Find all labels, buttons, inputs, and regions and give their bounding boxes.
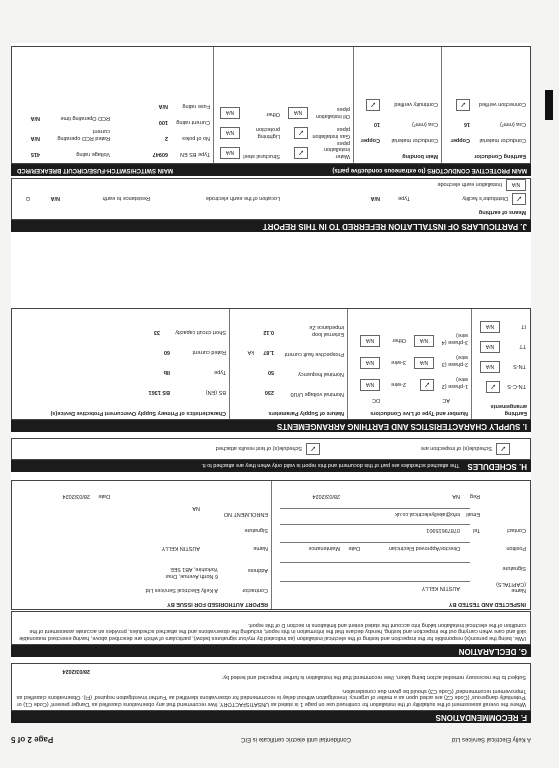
main-switch-header: MAIN SWITCH/SWITCH-FUSE/CIRCUIT BREAKER/RCD — [17, 167, 173, 173]
dc-label: DC — [372, 397, 380, 403]
earthing-conductor-material: Copper — [450, 137, 470, 143]
ms-current-label: Current rating — [176, 119, 210, 125]
fuse-rating-value: N/A — [158, 103, 168, 109]
schedules-header: H. SCHEDULESThe attached schedules are part of this document and this report is valid only when they are attached to it. — [11, 460, 531, 472]
page-header — [11, 730, 531, 746]
company-name: A Kelly Electrical Services Ltd — [451, 736, 531, 742]
ms-type-value: 60947 — [152, 151, 168, 157]
contractor-value: A Kelly Electrical Services Ltd — [145, 587, 218, 593]
ms-voltage-value: 415 — [30, 151, 40, 157]
one-phase-label: 1-phase (2 wire) — [441, 376, 468, 389]
address-line-1: 6 North Avenue, Drax — [165, 573, 218, 579]
rcd-current-label: Rated RCD operating current — [57, 128, 110, 141]
contact-tel-label: Tel — [472, 527, 480, 533]
electrode-label: Installation earth electrode — [437, 181, 502, 187]
conductors-box: Earthing Conductor Conductor material Copper Csa (mm²) 16 Connection verified ✓ Main bonding Conductor material Copper Csa (mm²) 10 Continuity verified ✓ Water installation pipes ✓ Gas installation pipes ✓ Oil installation pipes N/A Structural steel N/A Lightning protection N/A Other N/A Type BS EN 60947 No of poles 2 Current rating 100 Fuse rating N/A Voltage rating 415 Rated RCD operating current N/A RCD Operating time N/A — [11, 46, 531, 164]
earthing-conductor-label: Earthing Conductor — [474, 153, 526, 159]
two-wire-value[interactable]: N/A — [360, 379, 380, 391]
distributor-facility-label: Distributor's facility — [462, 195, 508, 201]
three-phase-label: 3-phase (4 wire) — [441, 332, 468, 345]
contact-label: Contact — [507, 527, 526, 533]
pfc-value: 1.87 — [263, 349, 274, 355]
continuity-verified-tick[interactable]: ✓ — [366, 99, 380, 111]
tt-label: TT — [519, 343, 526, 349]
position-label: Position — [506, 545, 526, 551]
ze-value: 0.12 — [263, 329, 274, 335]
main-bonding-label: Main bonding — [402, 153, 438, 159]
enrolment-value: NA — [192, 505, 200, 511]
rcd-current-value: N/A — [30, 135, 40, 141]
main-bonding-csa: 10 — [373, 121, 380, 127]
tns-label: TN-S — [513, 363, 526, 369]
inspection-schedule-label: Schedule(s) of inspection are — [420, 445, 492, 451]
connection-verified-label: Connection verified — [478, 101, 526, 107]
frequency-label: Nominal frequency — [298, 371, 344, 377]
gas-pipes-label: Gas installation pipes — [312, 126, 350, 139]
type-value: IIb — [163, 369, 170, 375]
rcd-time-label: RCD Operating time — [60, 115, 110, 121]
distributor-facility-tick[interactable]: ✓ — [512, 193, 526, 205]
resistance-label: Resistance to earth — [102, 195, 150, 201]
authorised-title: REPORT AUTHORISED FOR ISSUE BY — [167, 601, 268, 607]
inspected-title: INSPECTED AND TESTED BY — [448, 601, 526, 607]
signature-label-2: Signature — [244, 527, 268, 533]
test-schedule-tick[interactable]: ✓ — [306, 443, 320, 455]
type-label: Type — [398, 195, 410, 201]
connection-verified-tick[interactable]: ✓ — [456, 99, 470, 111]
earthing-means-box — [11, 178, 531, 220]
signature-label-1: Signature — [502, 565, 526, 571]
particulars-header: J. PARTICULARS OF INSTALLATION REFERRED TO IN THIS REPORT — [11, 220, 531, 232]
rcd-time-value: N/A — [30, 115, 40, 121]
date2-value: 28/03/2024 — [62, 493, 90, 499]
pfc-label: Prospective fault current — [284, 351, 344, 357]
one-phase-tick[interactable]: ✓ — [420, 379, 434, 391]
nominal-voltage-value: 230 — [264, 389, 274, 395]
other-pipe-value[interactable]: N/A — [220, 107, 240, 119]
frequency-value: 50 — [267, 369, 274, 375]
supply-parameters-label: Nature of Supply Parameters — [268, 410, 344, 416]
it-label: IT — [521, 323, 526, 329]
two-wire-label: 2-wire — [391, 381, 406, 387]
other-pipe-label: Other — [266, 111, 280, 117]
electrode-value[interactable]: N/A — [506, 179, 526, 191]
contact-value: 07879615901 — [426, 527, 460, 533]
inspection-schedule-tick[interactable]: ✓ — [496, 443, 510, 455]
location-label: Location of the earth electrode — [205, 195, 280, 201]
name-caps-label: (CAPITALS) — [496, 581, 526, 587]
ohm-unit: Ω — [25, 195, 30, 201]
confidential-note: Confidential until electric certificate is EIC — [240, 736, 351, 742]
nominal-voltage-label: Nominal voltage U/U0 — [290, 391, 344, 397]
declaration-text: I/We, being the person(s) responsible for the inspection and testing of the electrical installation (as indicated by my/our signatures below), particulars of which are described above, having exercised reasonable skill and care when carrying out the inspection and testing, hereby declare that the information in this report, including the observations and the attached schedules, provides an accurate assessment of the condition of the electrical installation taking into account the stated extent and limitations in section D of this report. — [19, 622, 526, 641]
steel-label: Structural steel — [243, 153, 280, 159]
fuse-rating-label: Fuse rating — [182, 103, 210, 109]
three-wire-value[interactable]: N/A — [360, 357, 380, 369]
ms-voltage-label: Voltage rating — [76, 151, 110, 157]
oil-pipes-label: Oil installation pipes — [315, 106, 350, 119]
three-wire-label: 3-wire — [391, 359, 406, 365]
email-label: Email — [466, 511, 480, 517]
enrolment-label: ENROLMENT NO — [223, 511, 268, 517]
tns-value[interactable]: N/A — [480, 361, 500, 373]
recommendations-inspect-note: Subject to the necessary remedial action being taken, I/we recommend that the installation is further inspected and tested by: — [221, 674, 526, 680]
main-bonding-material: Copper — [360, 137, 380, 143]
recommendations-header: F. RECOMMENDATIONS — [11, 711, 531, 723]
pfc-unit: kA — [247, 349, 254, 355]
lightning-value[interactable]: N/A — [220, 127, 240, 139]
date3-value: 28/03/2024 — [312, 493, 340, 499]
supply-header: I. SUPPLY CHARACTERISTICS AND EARTHING ARRANGEMENTS — [11, 420, 531, 432]
conductors-header: MAIN PROTECTIVE CONDUCTORS (to extraneous conductive parts) MAIN SWITCH/SWITCH-FUSE/CIRCUIT BREAKER/RCD — [11, 164, 531, 176]
oil-pipes-value[interactable]: N/A — [288, 107, 308, 119]
resistance-value: N/A — [50, 195, 60, 201]
recommendations-date: 28/03/2024 — [62, 668, 90, 674]
ms-current-value: 100 — [158, 119, 168, 125]
schedules-note: The attached schedules are part of this document and this report is valid only when they are attached to it. — [201, 462, 460, 468]
supply-box: Earthing arrangements TN-C-S ✓ TN-S N/A TT N/A IT N/A Number and Type of Live Conductors AC DC 1-phase (2 wire) ✓ 2-phase (3 wire) N/A 3-phase (4 wire) N/A 2-wire N/A 3-wire N/A Other N/A Nature of Supply Parameters Nominal voltage U/U0 230 Nominal frequency 50 Prospective fault current 1.87 kA External loop impedance Ze 0.12 Characteristics of Primary Supply Overcurrent Protective Device(s) BS (EN) BS 1361 Type IIb Rated current 60 Short circuit capacity 33 — [11, 308, 531, 420]
recommendations-text: Where the overall assessment of the suitability of the installation for continued use on page 1 is stated as UNSATISFACTORY, I/we recommend that any observations classified as 'Danger present' (Code C1) or 'Potentially dangerous' (Code C2) are acted upon as a matter of urgency. Investigation without delay is recommended for observations identified as 'Further investigation required' (FI). Observations classified as 'Improvement recommended' (Code C3) should be given due consideration. — [16, 688, 526, 707]
gas-pipes-tick[interactable]: ✓ — [294, 127, 308, 139]
date2-label: Date — [98, 493, 110, 499]
scan-edge-mark — [545, 90, 553, 120]
lightning-label: Lightning protection — [255, 126, 280, 139]
steel-value[interactable]: N/A — [220, 147, 240, 159]
email-value: info@akellyelectrical.co.uk — [395, 511, 460, 517]
earthing-arrangements-label: Earthing arrangements — [490, 403, 527, 416]
ms-poles-label: No of poles — [182, 135, 210, 141]
ze-label: External loop impedance Ze — [309, 324, 344, 337]
other-label: Other — [392, 337, 406, 343]
reg-label: Reg — [469, 493, 480, 499]
means-of-earthing-label: Means of earthing — [478, 209, 526, 215]
ms-type-label: Type BS EN — [180, 151, 210, 157]
ac-label: AC — [442, 397, 450, 403]
declaration-details — [11, 480, 531, 610]
address-line-2: Yorkshire, AB1 5EE — [170, 566, 218, 572]
water-pipes-label: Water installation pipes — [324, 140, 350, 159]
declaration-header: G. DECLARATION — [11, 645, 531, 657]
address-label: Address — [247, 567, 268, 573]
two-phase-value[interactable]: N/A — [414, 357, 434, 369]
page-number: Page 2 of 5 — [11, 735, 54, 744]
earthing-conductor-csa: 16 — [463, 121, 470, 127]
auth-name-label: Name — [253, 545, 268, 551]
tncs-tick[interactable]: ✓ — [486, 381, 500, 393]
ms-poles-value: 2 — [164, 135, 168, 141]
test-schedule-label: Schedule(s) of test results attached — [215, 445, 302, 451]
position-value: Director/Approved Electrician — [388, 545, 460, 551]
rated-current-value: 60 — [163, 349, 170, 355]
recommendations-box — [11, 663, 531, 711]
protective-device-label: Characteristics of Primary Supply Overcurrent Protective Device(s) — [50, 410, 226, 416]
date-label: Date — [348, 545, 360, 551]
inspector-name: AUSTIN KELLY — [421, 585, 460, 591]
continuity-verified-label: Continuity verified — [394, 101, 438, 107]
declaration-box — [11, 611, 531, 645]
reg-value: NA — [452, 493, 460, 499]
other-value[interactable]: N/A — [360, 335, 380, 347]
type-na: N/A — [370, 195, 380, 201]
contractor-label: Contractor — [242, 587, 268, 593]
it-value[interactable]: N/A — [480, 321, 500, 333]
tncs-label: TN-C-S — [507, 383, 526, 389]
name-label: Name — [511, 587, 526, 593]
auth-name: AUSTIN KELLY — [161, 545, 200, 551]
water-pipes-tick[interactable]: ✓ — [294, 147, 308, 159]
bs-en-value: BS 1361 — [148, 389, 170, 395]
live-conductors-label: Number and Type of Live Conductors — [370, 410, 468, 416]
schedules-box — [11, 438, 531, 460]
two-phase-label: 2-phase (3 wire) — [441, 354, 468, 367]
tt-value[interactable]: N/A — [480, 341, 500, 353]
date-value: Maintenance — [308, 545, 340, 551]
three-phase-value[interactable]: N/A — [414, 335, 434, 347]
short-circuit-value: 33 — [153, 329, 160, 335]
